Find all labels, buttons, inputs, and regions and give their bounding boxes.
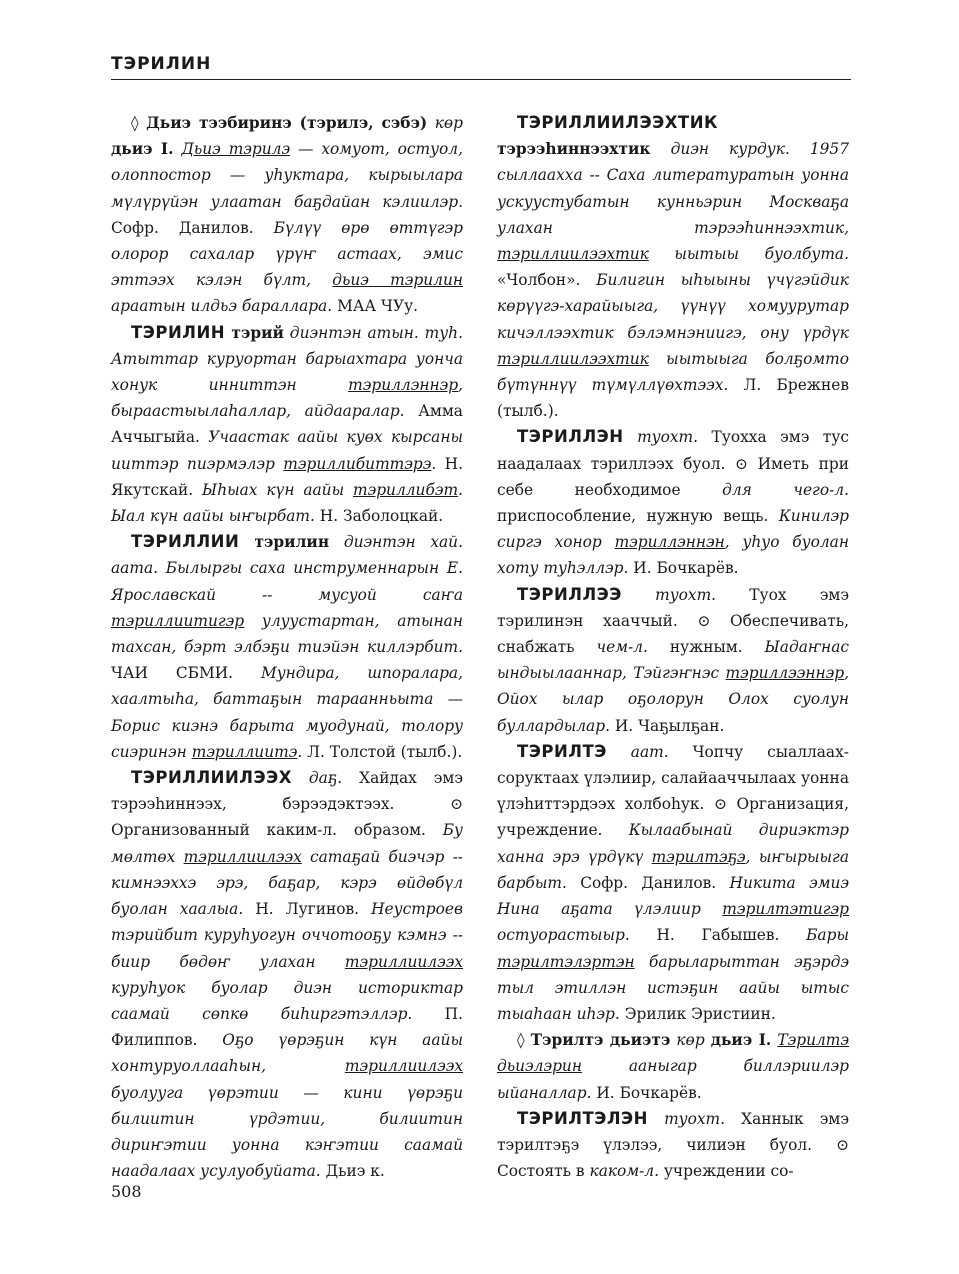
italic-text: Ыадаҥнас ындыылааннар, Тэйгэҥнэс <box>497 638 849 683</box>
italic-text: араатын илдьэ бараллара. <box>111 297 333 316</box>
plain-text: И. Бочкарёв. <box>591 1083 702 1102</box>
plain-text: Туох эмэ тэрилинэн хааччый. ⊙ Обеспечивать, снабжать <box>497 585 849 657</box>
headword: ТЭРИЛИН <box>131 322 226 342</box>
dictionary-entry <box>497 1027 849 1106</box>
headword: ТЭРИЛЛИИЛЭЭХ <box>131 768 292 788</box>
bold-text: тэрээһиннээхтик <box>497 140 651 159</box>
italic-text: Неустроев тэрийбит куруһуогун оччотооҕу кэмнэ -- биир бөдөҥ улахан <box>111 900 463 971</box>
italic-text: Ыһыах күн аайы <box>202 480 353 499</box>
example-word: тэриллиилээхтик <box>497 245 649 264</box>
italic-text: . <box>431 454 437 473</box>
plain-text: Л. Брежнев (тылб.). <box>497 376 849 421</box>
italic-text: , уһуо буолан хоту туһэллэр. <box>497 533 849 578</box>
italic-text: ыытыыга болҕомто бүтүннүү түмүллүөхтээх. <box>497 349 849 395</box>
bold-text: Дьиэ тээбиринэ (тэрилэ, сэбэ) <box>146 114 428 132</box>
plain-text: Эрилик Эристиин. <box>619 1004 776 1023</box>
italic-text: диэн курдук. 1957 сыллаахха -- Саха литературатын уонна ускуустубатын кунньэрин Москваҕа улахан тэрээһиннээхтик, <box>497 140 849 237</box>
italic-text: туохт. <box>647 1109 726 1128</box>
plain-text: Чопчу сыаллаах-соруктаах үлэлиир, салайааччылаах уонна үлэһиттэрдээх холбоһук. ⊙ Организация, учреждение. <box>497 742 849 840</box>
bold-text: дьиэ I. <box>111 140 174 159</box>
italic-text: Учаастак аайы куөх кырсаны ииттэр пиэрмэлэр <box>111 428 463 473</box>
bold-text: Тэрилтэ дьиэтэ <box>530 1031 671 1050</box>
italic-text: буолууга үөрэтии — кини үөрэҕи билиитин үрдэтии, билиитин дириҥэтии уонна кэҥэтии саамай наадалаах усулуобуйата. <box>111 1083 463 1181</box>
plain-text: учреждении со- <box>658 1162 794 1181</box>
italic-text: каком-л. <box>589 1162 659 1181</box>
italic-text: ыытыы буолбута. <box>648 245 849 264</box>
example-word: тэриллиилээх <box>183 847 302 866</box>
italic-text: чем-л. <box>596 638 648 657</box>
example-word: тэрилтэҕэ <box>651 847 746 866</box>
italic-text: Бары <box>806 926 849 945</box>
plain-text: П. Филиппов. <box>111 1004 463 1050</box>
italic-text: Бүлүү өрө өттүгэр олорор сахалар үрүҥ астаах, эмис эттээх кэлэн бүлт, <box>111 218 464 290</box>
dictionary-entry <box>111 110 463 320</box>
dictionary-entry <box>111 529 463 765</box>
dictionary-entry <box>111 765 463 1184</box>
headword: ТЭРИЛТЭ <box>517 741 607 761</box>
plain-text: Софр. Данилов. <box>566 873 730 892</box>
plain-text: «Чолбон». <box>497 271 597 290</box>
plain-text: Дьиэ к. <box>320 1162 385 1181</box>
page-number: 508 <box>111 1182 142 1201</box>
headword: ТЭРИЛЛЭЭ <box>517 584 622 604</box>
dictionary-entry <box>497 110 849 424</box>
plain-text: Н. Лугинов. <box>243 900 372 919</box>
plain-text: Н. Якутскай. <box>111 454 463 499</box>
header-rule <box>111 79 851 80</box>
italic-text: сатаҕай биэчэр -- кимнээххэ эрэ, баҕар, кэрэ өйдөбүл буолан хаалыа. <box>111 847 463 919</box>
example-word: дьиэ тэрилин <box>332 271 463 290</box>
bold-text: дьиэ I. <box>710 1031 772 1050</box>
example-word: тэриллибэт <box>352 480 459 499</box>
plain-text: приспособление, нужную вещь. <box>497 507 779 526</box>
italic-text: куруһуок буолар диэн историктар саамай сөпкө биһиргэтэллэр. <box>111 978 463 1023</box>
plain-text: И. Чаҕылҕан. <box>609 716 725 735</box>
example-word: Дьиэ тэрилэ <box>181 140 291 159</box>
italic-text: көр <box>670 1031 711 1050</box>
italic-text: аат. <box>606 742 669 761</box>
italic-text: туохт. <box>623 428 699 447</box>
running-head: ТЭРИЛИН <box>111 54 212 74</box>
italic-text: Билигин ыһыыны үчүгэйдик көрүүгэ-харайыыга, үүнүү хомуурутар кичэллээхтик бэлэмнэниигэ, ону үрдүк <box>497 271 849 342</box>
plain-text: Ханнык эмэ тэрилтэҕэ үлэлээ, чилиэн буол. ⊙ Состоять в <box>497 1109 849 1181</box>
example-word: тэриллээннэр <box>725 664 845 683</box>
italic-text: улуустартан, атынан тахсан, бэрт элбэҕи тиэйэн киллэрбит. <box>111 611 463 657</box>
plain-text: Н. Заболоцкай. <box>314 507 444 526</box>
plain-text: ◊ <box>131 114 147 132</box>
dictionary-entry <box>497 739 849 1027</box>
italic-text: Оҕо үөрэҕин күн аайы хонтуруоллааһын, <box>111 1031 463 1076</box>
right-column <box>497 110 849 1184</box>
plain-text: Туохха эмэ тус наадалаах тэриллээх буол. ⊙ Иметь при себе необходимое <box>497 428 849 499</box>
dictionary-entry <box>497 424 849 581</box>
italic-text: , быраастыылаһаллар, айдааралар. <box>111 376 463 421</box>
example-word: тэриллэннэн <box>614 533 725 552</box>
plain-text: И. Бочкарёв. <box>628 559 739 578</box>
italic-text: — хомуот, остуол, олоппостор — уһуктара, кырыылара мүлүрүйэн улаатан баҕдайан кэлиилэр. <box>111 140 463 211</box>
example-word: тэрилтэтигэр <box>722 900 849 919</box>
italic-text: көр <box>427 114 464 132</box>
italic-text: . <box>297 742 303 761</box>
example-word: тэриллиилээх <box>344 1057 463 1076</box>
italic-text: остуорастыыр. <box>497 926 630 945</box>
italic-text: барыларыттан эҕэрдэ тыл этиллэн истэҕин аайы ытыс тыаһаан иһэр. <box>497 952 849 1023</box>
plain-text: нужным. <box>647 638 765 657</box>
italic-text: Кылаабынай дириэктэр ханна эрэ үрдүкү <box>497 821 850 866</box>
italic-text: даҕ. <box>291 769 343 788</box>
italic-text: , ыҥырыыга барбыт. <box>497 847 850 892</box>
plain-text: Амма Аччыгыйа. <box>111 402 463 447</box>
example-word: тэриллиитэ <box>191 742 298 761</box>
headword: ТЭРИЛЛЭН <box>517 427 624 447</box>
italic-text: Бу мөлтөх <box>111 821 463 866</box>
plain-text: Н. Габышев. <box>629 926 807 945</box>
italic-text: , Ойох ылар оҕолорун Олох суолун буллардылар. <box>497 664 849 735</box>
dictionary-entry <box>111 320 463 530</box>
italic-text: диэнтэн атын. туһ. Атыттар куруортан барыахтара уонча хонук инниттэн <box>111 323 463 395</box>
plain-text: Л. Толстой (тылб.). <box>302 742 463 761</box>
bold-text: тэрилин <box>239 533 330 552</box>
example-word: тэриллиилээхтик <box>497 349 649 368</box>
example-word: тэриллиилээх <box>344 952 463 971</box>
italic-text: диэнтэн хай. аата. Былыргы саха инструменнарын Е. Ярославскай -- мусуой саҥа <box>111 533 463 604</box>
italic-text: Мундира, шпоралара, хаалтыһа, баттаҕын тараанньыта — Борис киэнэ барыта муодунай, толору сиэринэн <box>111 664 463 761</box>
italic-text: Никита эмиэ Нина аҕата үлэлиир <box>497 873 849 919</box>
example-word: тэриллэннэр <box>348 376 459 395</box>
italic-text: . Ыал күн аайы ыҥырбат. <box>111 480 463 526</box>
italic-text: для чего-л. <box>722 480 849 499</box>
italic-text: туохт. <box>621 585 717 604</box>
italic-text: ааныгар биллэриилэр ыйаналлар. <box>497 1057 849 1102</box>
plain-text: МАА ЧУу. <box>332 297 419 316</box>
bold-text: тэрий <box>225 323 284 342</box>
plain-text: ◊ <box>517 1031 531 1050</box>
italic-text: Кинилэр сиргэ хонор <box>497 507 849 552</box>
headword: ТЭРИЛЛИИЛЭЭХТИК <box>517 113 718 132</box>
example-word: Тэрилтэ дьиэлэрин <box>497 1031 849 1076</box>
headword: ТЭРИЛТЭЛЭН <box>517 1108 648 1128</box>
left-column <box>111 110 463 1184</box>
plain-text: Софр. Данилов. <box>111 218 274 237</box>
dictionary-entry <box>497 1106 849 1185</box>
dictionary-entry <box>497 582 849 739</box>
plain-text: Хайдах эмэ тэрээһиннээх, бэрээдэктээх. ⊙ Организованный каким-л. образом. <box>111 769 463 840</box>
example-word: тэриллибиттэрэ <box>283 454 432 473</box>
example-word: тэрилтэлэртэн <box>497 952 635 971</box>
example-word: тэриллиитигэр <box>111 611 245 630</box>
plain-text: ЧАИ СБМИ. <box>111 664 261 683</box>
headword: ТЭРИЛЛИИ <box>131 532 240 552</box>
